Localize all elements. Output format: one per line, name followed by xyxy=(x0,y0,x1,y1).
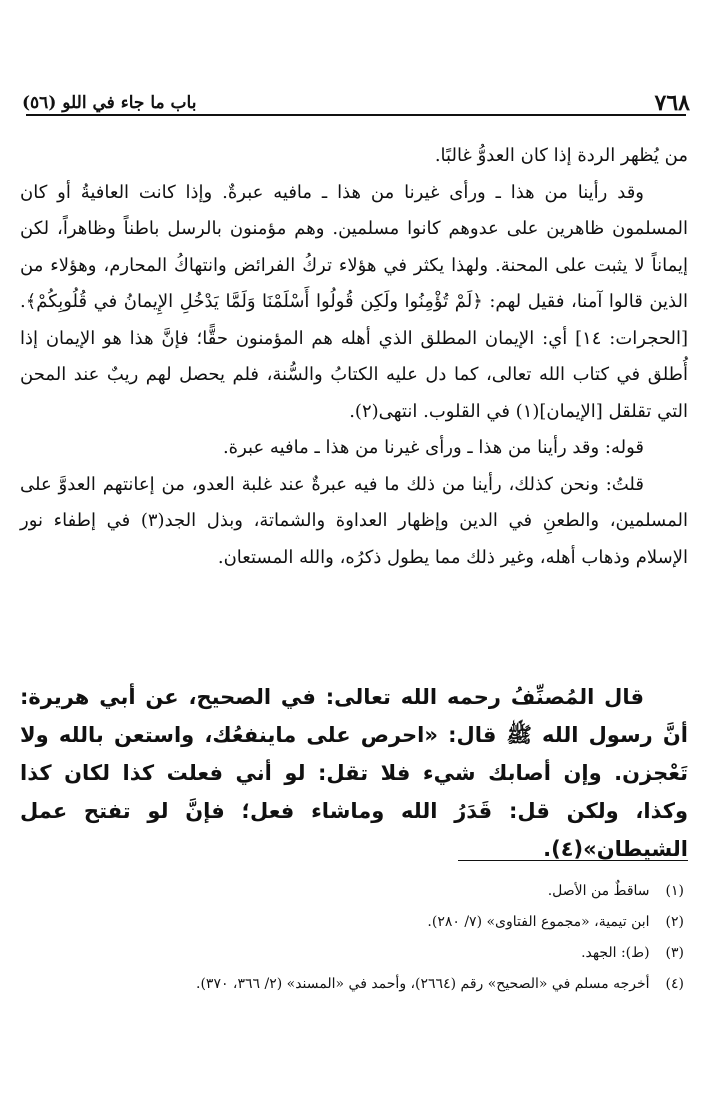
footnote-3 xyxy=(24,938,684,969)
footnote-number: (٣) xyxy=(665,945,684,961)
running-head xyxy=(22,90,690,120)
header-rule xyxy=(26,114,686,116)
footnote-number: (١) xyxy=(665,883,684,899)
footnote-text: (ط): الجهد. xyxy=(581,945,650,961)
paragraph-2: وقد رأينا من هذا ـ ورأى غيرنا من هذا ـ مافيه عبرةٌ. وإذا كانت العافيةُ أو كان المسلمون ظاهرين على عدوهم كانوا مسلمين. وهم مؤمنون بالرسل باطناً وظاهراً، لكن إيماناً لا يثبت على المحنة. ولهذا يكثر في هؤلاء تركُ الفرائض وانتهاكُ المحارم، وهؤلاء من الذين قالوا آمنا، فقيل لهم: ﴿لَمْ تُؤْمِنُوا ولَكِن قُولُوا أَسْلَمْنَا وَلَمَّا يَدْخُلِ الإِيمانُ في قُلُوبِكُمْ﴾. [الحجرات: ١٤] أي: الإيمان المطلق الذي أهله هم المؤمنون حقًّا؛ فإنَّ هذا هو الإيمان إذا أُطلق في كتاب الله تعالى، كما دل عليه الكتابُ والسُّنة، فلم يحصل لهم ريبٌ عند المحن التي تقلقل [الإيمان](١) في القلوب. انتهى(٢). xyxy=(20,181,688,422)
footnote-text: ساقطٌ من الأصل. xyxy=(547,883,650,899)
page-number: ٧٦٨ xyxy=(654,90,690,116)
paragraph-4: قلتُ: ونحن كذلك، رأينا من ذلك ما فيه عبرةٌ عند غلبة العدو، من إعانتهم العدوَّ على المسلمين، والطعنِ في الدين وإظهار العداوة والشماتة، وبذل الجد(٣) في إطفاء نور الإسلام وذهاب أهله، وغير ذلك مما يطول ذكرُه، والله المستعان. xyxy=(20,473,688,568)
footnote-number: (٤) xyxy=(665,976,684,992)
footnotes xyxy=(24,876,684,1000)
hadith-text: قال المُصنِّفُ رحمه الله تعالى: في الصحيح، عن أبي هريرة: أنَّ رسول الله ﷺ قال: «احرص على ماينفعُك، واستعن بالله ولا تَعْجزن. وإن أصابك شيء فلا تقل: لو أني فعلت كذا لكان كذا وكذا، ولكن قل: قَدَرُ الله وماشاء فعل؛ فإنَّ لو تفتح عمل الشيطان»(٤). xyxy=(20,685,688,861)
footnote-4 xyxy=(24,969,684,1000)
footnote-1 xyxy=(24,876,684,907)
chapter-title: باب ما جاء في اللو (٥٦) xyxy=(22,93,197,113)
hadith-block xyxy=(20,678,688,868)
footnote-2 xyxy=(24,907,684,938)
footnote-text: ابن تيمية، «مجموع الفتاوى» (٧/ ٢٨٠). xyxy=(427,914,650,930)
body-text xyxy=(20,138,688,576)
paragraph-1: من يُظهر الردة إذا كان العدوُّ غالبًا. xyxy=(434,145,688,166)
footnote-text: أخرجه مسلم في «الصحيح» رقم (٢٦٦٤)، وأحمد في «المسند» (٢/ ٣٦٦، ٣٧٠). xyxy=(196,976,650,992)
footnote-number: (٢) xyxy=(665,914,684,930)
paragraph-3: قوله: وقد رأينا من هذا ـ ورأى غيرنا من هذا ـ مافيه عبرة. xyxy=(222,437,644,458)
footnote-separator xyxy=(458,860,688,861)
